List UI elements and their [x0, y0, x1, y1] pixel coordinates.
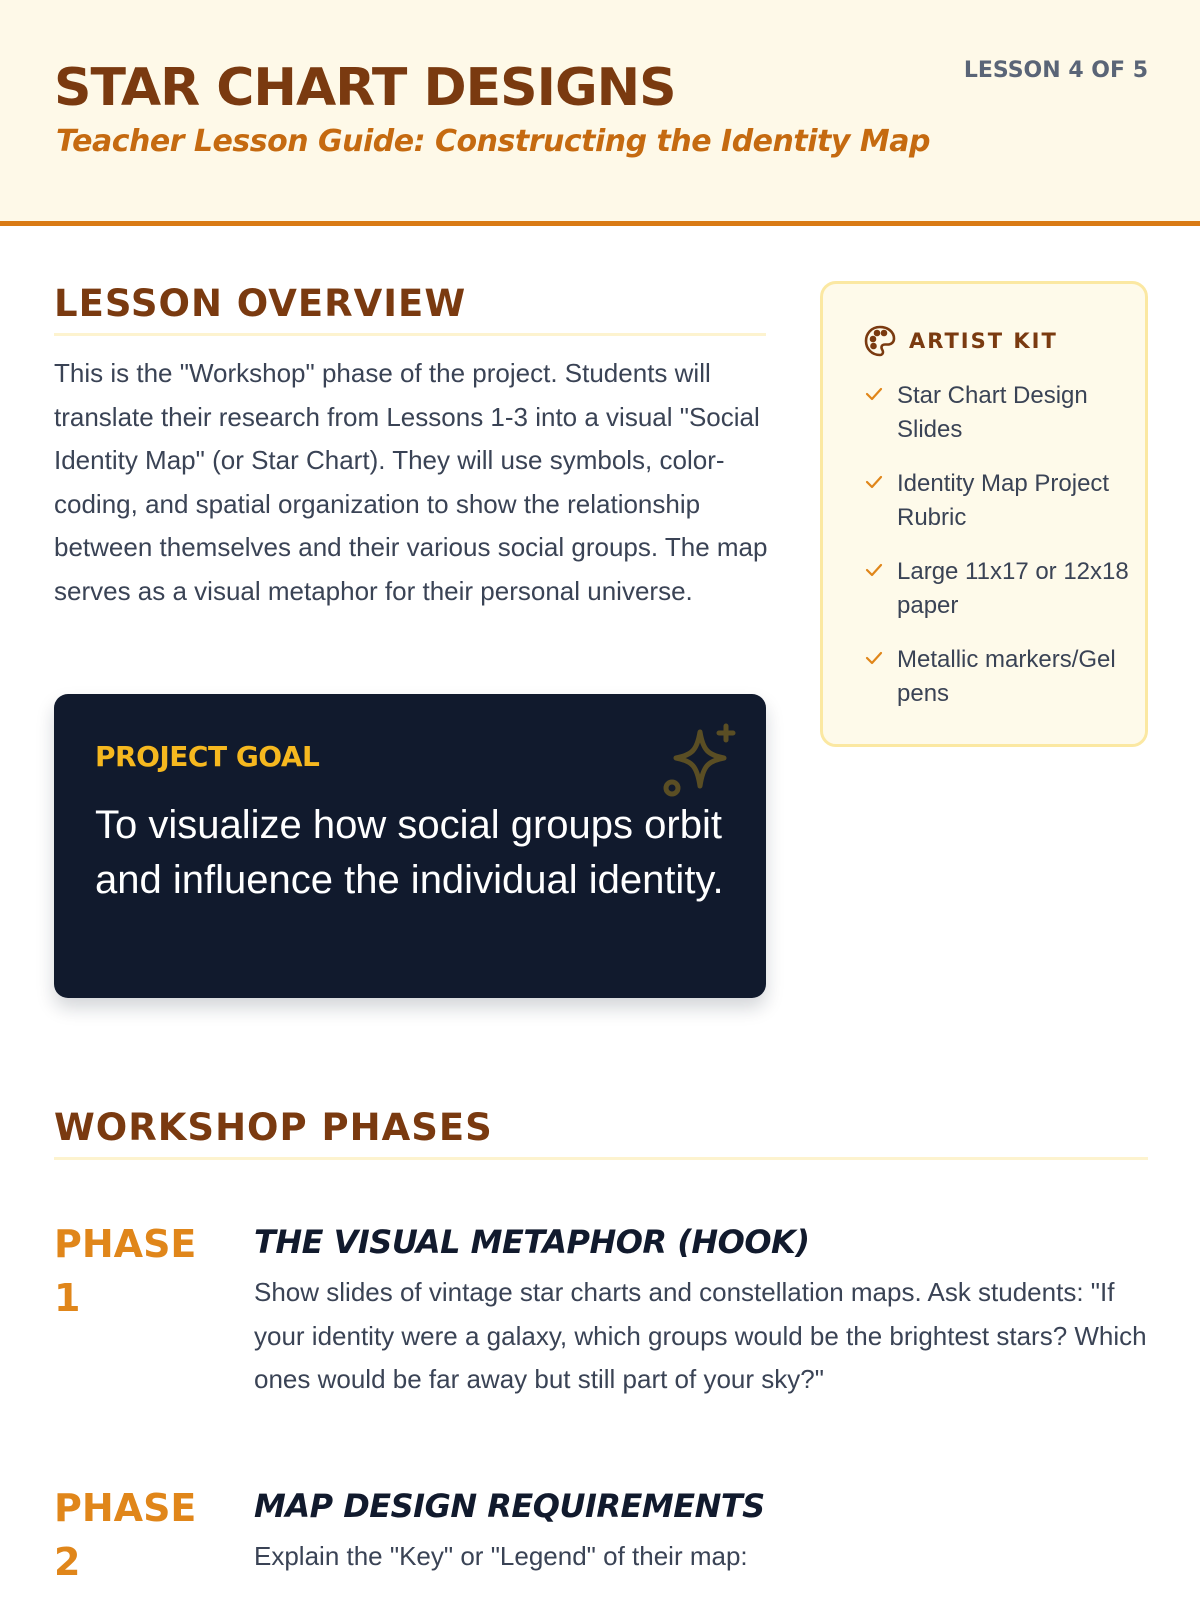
phase-label: PHASE 2: [54, 1486, 197, 1584]
workshop-heading: WORKSHOP PHASES: [54, 1106, 493, 1149]
check-icon: [863, 471, 885, 493]
phase-description: Show slides of vintage star charts and constellation maps. Ask students: "If your identity were a galaxy, which groups would be the brightest stars? Which ones would be far away but still part of your sky?": [254, 1277, 1147, 1394]
kit-item: [863, 379, 1133, 447]
artist-kit-panel: [820, 281, 1148, 747]
artist-kit-list: [863, 379, 1133, 731]
overview-paragraph: This is the "Workshop" phase of the project. Students will translate their research from Lessons 1-3 into a visual "Social Identity Map" (or Star Chart). They will use symbols, color-coding, and spatial organization to show the relationship between themselves and their various social groups. The map serves as a visual metaphor for their personal universe.: [54, 358, 768, 606]
phase-label: PHASE 1: [54, 1222, 197, 1320]
phase-title: THE VISUAL METAPHOR (HOOK): [254, 1223, 810, 1261]
project-goal-card: [54, 694, 766, 998]
workshop-divider: [54, 1157, 1148, 1160]
page-header: [0, 0, 1200, 226]
phase-block: [54, 1217, 1154, 1397]
phase-description: Explain the "Key" or "Legend" of their map:: [254, 1541, 748, 1571]
kit-item: [863, 643, 1133, 711]
phase-title: MAP DESIGN REQUIREMENTS: [254, 1487, 765, 1525]
check-icon: [863, 383, 885, 405]
overview-divider: [54, 333, 766, 336]
overview-heading: LESSON OVERVIEW: [54, 282, 467, 325]
kit-item-label: Star Chart Design Slides: [897, 382, 1088, 443]
document-subtitle: Teacher Lesson Guide: Constructing the Identity Map: [56, 124, 930, 159]
kit-item-label: Identity Map Project Rubric: [897, 470, 1110, 531]
kit-item: [863, 467, 1133, 535]
check-icon: [863, 559, 885, 581]
check-icon: [863, 647, 885, 669]
lesson-counter: LESSON 4 OF 5: [963, 58, 1148, 83]
sparkle-icon: [662, 720, 742, 800]
kit-item: [863, 555, 1133, 623]
artist-kit-title: ARTIST KIT: [909, 329, 1058, 353]
kit-item-label: Metallic markers/Gel pens: [897, 646, 1116, 707]
project-goal-label: PROJECT GOAL: [95, 740, 320, 773]
document-title: STAR CHART DESIGNS: [54, 58, 676, 118]
phase-block: [54, 1481, 1154, 1600]
project-goal-text: To visualize how social groups orbit and influence the individual identity.: [95, 803, 724, 902]
kit-item-label: Large 11x17 or 12x18 paper: [897, 558, 1129, 619]
palette-icon: [863, 324, 897, 358]
artist-kit-header: [863, 324, 1058, 358]
